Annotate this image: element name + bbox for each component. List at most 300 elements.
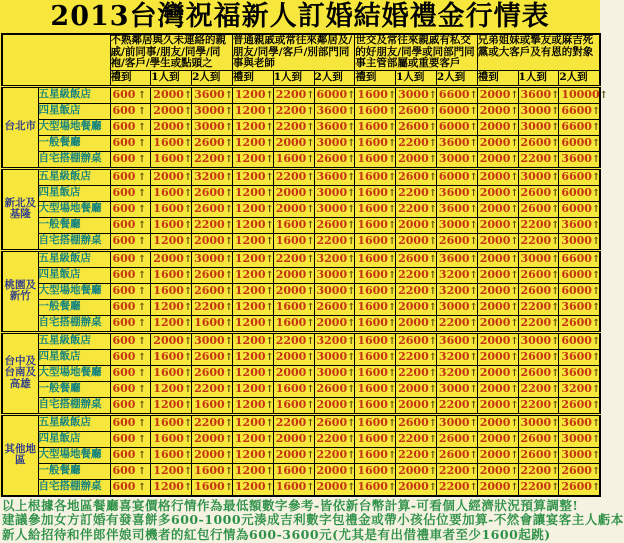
fee-cell [151,365,192,381]
fee-cell [396,119,437,135]
fee-cell [151,119,192,135]
fee-amount: 2000 [153,252,184,266]
fee-amount: 2000 [479,382,511,396]
fee-cell [273,267,314,283]
fee-cell-content [559,382,601,397]
fee-cell [559,201,600,217]
fee-amount: 1600 [357,480,388,494]
fee-cell [396,349,437,365]
fee-cell-content [519,104,559,119]
fee-cell [314,283,355,299]
fee-cell [273,86,314,103]
fee-cell [273,463,314,479]
fee-cell [314,414,355,431]
fee-cell [232,431,273,447]
fee-amount: 600 [112,464,136,478]
fee-cell [559,267,600,283]
up-arrow-icon: ↑ [469,399,478,411]
up-arrow-icon: ↑ [183,383,193,395]
fee-cell-content [315,202,355,217]
fee-cell [518,299,559,315]
fee-cell [518,283,559,299]
fee-amount: 3600 [438,334,470,348]
fee-cell-content [315,170,355,185]
fee-amount: 1600 [357,136,388,150]
up-arrow-icon: ↑ [265,351,274,363]
up-arrow-icon: ↑ [306,481,315,493]
fee-amount: 2000 [275,268,307,282]
fee-cell [477,479,518,496]
fee-amount: 2000 [153,104,184,118]
fee-amount: 6000 [561,334,592,348]
fee-cell [110,414,151,431]
fee-cell-content [478,464,518,479]
venue-cell: 自宅搭棚辦桌 [38,397,110,414]
up-arrow-icon: ↑ [591,153,601,165]
fee-cell-content [274,350,314,365]
up-arrow-icon: ↑ [469,417,478,429]
fee-cell-content [355,120,395,135]
fee-cell-content [274,136,314,151]
fee-amount: 2600 [316,382,348,396]
fee-cell [192,201,233,217]
fee-amount: 1600 [357,382,388,396]
fee-cell-content [396,252,436,267]
fee-cell [477,349,518,365]
fee-cell-content [437,170,477,185]
fee-cell [559,447,600,463]
fee-cell-content [478,416,518,431]
up-arrow-icon: ↑ [591,253,601,265]
fee-amount: 2000 [398,316,429,330]
fee-cell [314,463,355,479]
fee-cell-content [355,334,395,349]
fee-cell-content [315,104,355,119]
fee-amount: 1600 [357,202,388,216]
fee-cell-content [274,268,314,283]
fee-amount: 3000 [316,284,348,298]
fee-cell [110,381,151,397]
fee-cell [314,151,355,168]
fee-amount: 2000 [275,136,307,150]
fee-cell-content [315,234,355,249]
fee-cell-content [559,464,601,479]
venue-cell: 自宅搭棚辦桌 [38,151,110,168]
up-arrow-icon: ↑ [428,153,438,165]
up-arrow-icon: ↑ [387,171,397,183]
fee-cell [436,447,477,463]
fee-cell-content [274,416,314,431]
up-arrow-icon: ↑ [347,465,356,477]
fee-cell [559,431,600,447]
fee-cell-content [274,120,314,135]
up-arrow-icon: ↑ [510,285,519,297]
fee-cell-content [396,334,436,349]
fee-amount: 1600 [275,464,307,478]
fee-cell-content [559,366,601,381]
fee-cell-content [111,136,151,151]
fee-amount: 3200 [438,268,470,282]
up-arrow-icon: ↑ [347,417,356,429]
fee-amount: 600 [112,398,136,412]
fee-cell [192,119,233,135]
fee-cell-content [478,480,518,495]
fee-cell [559,332,600,349]
fee-amount: 3200 [316,334,348,348]
up-arrow-icon: ↑ [551,89,560,101]
fee-cell [232,381,273,397]
relation-group-header: 普通親戚或常往來鄰居及/朋友/同學/客戶/別部門同事與老師 [232,34,354,70]
fee-amount: 6600 [561,104,592,118]
fee-cell [232,414,273,431]
up-arrow-icon: ↑ [265,171,274,183]
fee-amount: 2200 [398,202,429,216]
up-arrow-icon: ↑ [183,417,193,429]
up-arrow-icon: ↑ [137,465,147,477]
up-arrow-icon: ↑ [551,253,560,265]
up-arrow-icon: ↑ [306,89,315,101]
fee-cell [518,463,559,479]
fee-cell-content [315,218,355,233]
up-arrow-icon: ↑ [469,335,478,347]
fee-amount: 2600 [438,432,470,446]
fee-cell [477,151,518,168]
fee-cell [477,332,518,349]
footer-note-line: 以上根據各地區餐廳喜宴價格行情作為最低額數字參考-皆依新台幣計算-可看個人經濟狀況預算調整! [2,497,579,513]
fee-cell [314,349,355,365]
fee-cell [396,135,437,151]
fee-cell [436,431,477,447]
fee-amount: 1200 [153,316,184,330]
fee-cell-content [274,300,314,315]
fee-amount: 3600 [438,202,470,216]
fee-cell-content [151,186,191,201]
fee-cell [314,135,355,151]
venue-cell: 大型場地餐廳 [38,119,110,135]
fee-amount: 600 [112,350,136,364]
fee-amount: 1600 [153,152,184,166]
fee-amount: 2200 [520,300,552,314]
fee-cell-content [192,152,232,167]
fee-cell-content [274,448,314,463]
up-arrow-icon: ↑ [137,351,147,363]
up-arrow-icon: ↑ [510,171,519,183]
fee-cell-content [274,382,314,397]
up-arrow-icon: ↑ [428,335,438,347]
fee-cell-content [151,88,191,103]
up-arrow-icon: ↑ [551,417,560,429]
fee-amount: 2200 [398,186,429,200]
up-arrow-icon: ↑ [306,153,315,165]
up-arrow-icon: ↑ [551,187,560,199]
up-arrow-icon: ↑ [306,105,315,117]
fee-cell-content [192,350,232,365]
fee-amount: 2000 [479,398,511,412]
table-row [2,151,600,168]
fee-cell [192,267,233,283]
fee-amount: 6600 [561,170,592,184]
fee-amount: 2600 [520,366,552,380]
fee-cell [477,431,518,447]
fee-amount: 2000 [316,480,348,494]
fee-cell-content [559,152,601,167]
fee-cell [396,86,437,103]
fee-cell [192,299,233,315]
fee-cell [314,103,355,119]
fee-cell-content [111,480,151,495]
fee-cell-content [315,88,355,103]
up-arrow-icon: ↑ [224,433,234,445]
fee-cell-content [355,300,395,315]
fee-amount: 1600 [153,284,184,298]
fee-cell [559,479,600,496]
fee-cell-content [519,382,559,397]
fee-cell-content [151,416,191,431]
fee-cell [436,250,477,267]
fee-cell [151,315,192,332]
fee-cell [436,135,477,151]
up-arrow-icon: ↑ [387,253,397,265]
fee-cell [314,479,355,496]
fee-cell [110,119,151,135]
fee-amount: 2000 [153,170,184,184]
fee-cell [436,463,477,479]
fee-amount: 3600 [520,88,552,102]
up-arrow-icon: ↑ [347,335,356,347]
up-arrow-icon: ↑ [224,137,234,149]
fee-cell-content [192,316,232,331]
fee-amount: 6000 [438,104,470,118]
up-arrow-icon: ↑ [224,171,234,183]
fee-cell-content [519,480,559,495]
up-arrow-icon: ↑ [137,335,147,347]
fee-amount: 3000 [316,186,348,200]
up-arrow-icon: ↑ [428,399,438,411]
fee-cell-content [437,186,477,201]
fee-cell-content [151,170,191,185]
fee-cell [436,267,477,283]
fee-cell [273,103,314,119]
fee-cell-content [396,300,436,315]
attendance-sub-header: 1人到 [518,70,559,86]
up-arrow-icon: ↑ [137,301,147,313]
fee-cell [314,250,355,267]
fee-amount: 3000 [520,416,552,430]
fee-cell [110,217,151,233]
fee-amount: 2000 [479,268,511,282]
up-arrow-icon: ↑ [510,399,519,411]
fee-amount: 2000 [479,350,511,364]
up-arrow-icon: ↑ [591,399,601,411]
fee-cell [110,151,151,168]
up-arrow-icon: ↑ [469,153,478,165]
up-arrow-icon: ↑ [224,219,234,231]
fee-amount: 1200 [234,398,266,412]
fee-amount: 600 [112,170,136,184]
fee-cell [151,349,192,365]
fee-cell [396,217,437,233]
fee-amount: 1600 [153,416,184,430]
fee-amount: 2200 [194,218,225,232]
up-arrow-icon: ↑ [591,351,601,363]
up-arrow-icon: ↑ [137,121,147,133]
attendance-sub-header: 1人到 [273,70,314,86]
fee-cell [232,365,273,381]
up-arrow-icon: ↑ [510,383,519,395]
up-arrow-icon: ↑ [265,219,274,231]
fee-cell-content [111,152,151,167]
fee-cell-content [151,366,191,381]
fee-cell [355,201,396,217]
fee-amount: 3000 [438,218,470,232]
up-arrow-icon: ↑ [137,137,147,149]
fee-cell-content [192,218,232,233]
fee-amount: 3000 [520,104,552,118]
fee-amount: 1600 [357,252,388,266]
fee-cell [436,381,477,397]
fee-cell-content [519,186,559,201]
fee-cell-content [274,88,314,103]
fee-cell-content [151,234,191,249]
up-arrow-icon: ↑ [428,285,438,297]
fee-cell [396,332,437,349]
fee-cell-content [315,448,355,463]
fee-cell-content [233,432,273,447]
table-row [2,414,600,431]
up-arrow-icon: ↑ [469,171,478,183]
fee-cell-content [151,202,191,217]
up-arrow-icon: ↑ [265,153,274,165]
fee-cell-content [396,234,436,249]
fee-cell [273,447,314,463]
fee-amount: 1200 [234,218,266,232]
fee-amount: 1200 [234,284,266,298]
fee-amount: 6000 [561,284,592,298]
fee-cell-content [111,120,151,135]
venue-cell: 一般餐廳 [38,135,110,151]
fee-amount: 2000 [479,300,511,314]
fee-cell [477,168,518,185]
fee-cell [436,349,477,365]
attendance-sub-header: 1人到 [396,70,437,86]
up-arrow-icon: ↑ [428,235,438,247]
fee-cell-content [111,218,151,233]
up-arrow-icon: ↑ [469,433,478,445]
up-arrow-icon: ↑ [591,105,601,117]
venue-cell: 四星飯店 [38,103,110,119]
fee-cell-content [151,300,191,315]
fee-cell-content [233,366,273,381]
fee-cell [151,283,192,299]
up-arrow-icon: ↑ [306,269,315,281]
fee-cell-content [355,432,395,447]
table-row [2,283,600,299]
fee-cell-content [151,350,191,365]
fee-cell [477,381,518,397]
fee-cell-content [478,300,518,315]
up-arrow-icon: ↑ [183,285,193,297]
table-row [2,299,600,315]
up-arrow-icon: ↑ [137,481,147,493]
fee-cell-content [192,234,232,249]
fee-cell [110,365,151,381]
fee-amount: 1200 [234,136,266,150]
fee-cell-content [559,88,608,103]
up-arrow-icon: ↑ [551,137,560,149]
fee-amount: 2200 [275,120,307,134]
fee-cell-content [559,170,601,185]
fee-amount: 2000 [479,202,511,216]
fee-cell [396,151,437,168]
fee-amount: 2200 [194,300,225,314]
fee-cell [477,315,518,332]
fee-cell-content [151,464,191,479]
fee-amount: 2000 [316,316,348,330]
up-arrow-icon: ↑ [265,285,274,297]
up-arrow-icon: ↑ [551,153,560,165]
up-arrow-icon: ↑ [306,187,315,199]
up-arrow-icon: ↑ [591,383,601,395]
fee-cell-content [151,432,191,447]
fee-cell [436,397,477,414]
up-arrow-icon: ↑ [224,121,234,133]
fee-cell-content [111,416,151,431]
fee-cell-content [519,252,559,267]
up-arrow-icon: ↑ [469,121,478,133]
up-arrow-icon: ↑ [510,465,519,477]
fee-cell [314,217,355,233]
fee-cell [436,151,477,168]
up-arrow-icon: ↑ [224,367,234,379]
fee-amount: 1600 [194,316,225,330]
fee-cell [273,414,314,431]
up-arrow-icon: ↑ [428,137,438,149]
fee-cell-content [192,284,232,299]
fee-cell [396,201,437,217]
fee-cell-content [233,170,273,185]
fee-cell-content [559,202,601,217]
up-arrow-icon: ↑ [265,465,274,477]
fee-cell-content [111,350,151,365]
fee-cell-content [437,284,477,299]
up-arrow-icon: ↑ [224,417,234,429]
up-arrow-icon: ↑ [224,235,234,247]
fee-amount: 1600 [357,120,388,134]
fee-amount: 2600 [438,448,470,462]
fee-amount: 2200 [398,366,429,380]
fee-amount: 2600 [194,284,225,298]
fee-cell [151,397,192,414]
relation-group-header: 不熟鄰居與久未連絡的親戚/前同事/朋友/同學/同袍/客戶/學生或點頭之 [110,34,232,70]
fee-cell-content [233,88,273,103]
fee-cell-content [274,252,314,267]
up-arrow-icon: ↑ [387,351,397,363]
fee-amount: 2200 [275,252,307,266]
fee-amount: 2000 [275,186,307,200]
fee-cell [273,332,314,349]
up-arrow-icon: ↑ [137,269,147,281]
fee-amount: 2000 [479,448,511,462]
up-arrow-icon: ↑ [510,121,519,133]
fee-cell [477,414,518,431]
up-arrow-icon: ↑ [551,367,560,379]
fee-amount: 2000 [398,234,429,248]
fee-cell-content [478,202,518,217]
up-arrow-icon: ↑ [224,187,234,199]
up-arrow-icon: ↑ [510,317,519,329]
fee-cell [273,250,314,267]
fee-amount: 2600 [194,186,225,200]
